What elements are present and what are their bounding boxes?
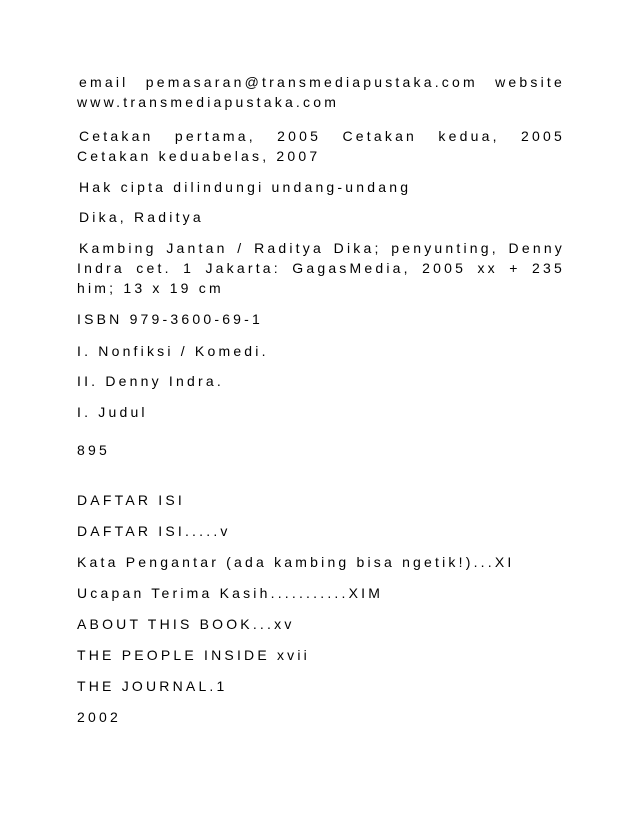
publisher-contact-line: email pemasaran@transmediapustaka.com website www.transmediapustaka.com xyxy=(77,74,565,110)
toc-entry: Kata Pengantar (ada kambing bisa ngetik!)...XI xyxy=(77,554,515,570)
catalog-entry: Kambing Jantan / Raditya Dika; penyunting, Denny Indra cet. 1 Jakarta: GagasMedia, 2005 xx + 235 him; 13 x 19 cm xyxy=(77,240,565,296)
author-name: Dika, Raditya xyxy=(79,209,204,225)
classification-number: 895 xyxy=(77,442,110,458)
toc-heading: DAFTAR ISI xyxy=(77,492,185,508)
toc-entry: THE PEOPLE INSIDE xvii xyxy=(77,647,310,663)
edition-line: Cetakan pertama, 2005 Cetakan kedua, 2005 Cetakan keduabelas, 2007 xyxy=(77,128,565,164)
toc-entry: Ucapan Terima Kasih...........XIM xyxy=(77,585,384,601)
toc-entry: THE JOURNAL.1 xyxy=(77,678,228,694)
toc-entry: ABOUT THIS BOOK...xv xyxy=(77,616,295,632)
toc-entry: DAFTAR ISI.....v xyxy=(77,523,231,539)
subject-line-2: II. Denny Indra. xyxy=(77,373,224,389)
toc-entry: 2002 xyxy=(77,709,121,725)
subject-line-3: I. Judul xyxy=(77,404,148,420)
copyright-line: Hak cipta dilindungi undang-undang xyxy=(79,179,412,195)
subject-line-1: I. Nonfiksi / Komedi. xyxy=(77,343,269,359)
isbn-line: ISBN 979-3600-69-1 xyxy=(77,311,264,327)
